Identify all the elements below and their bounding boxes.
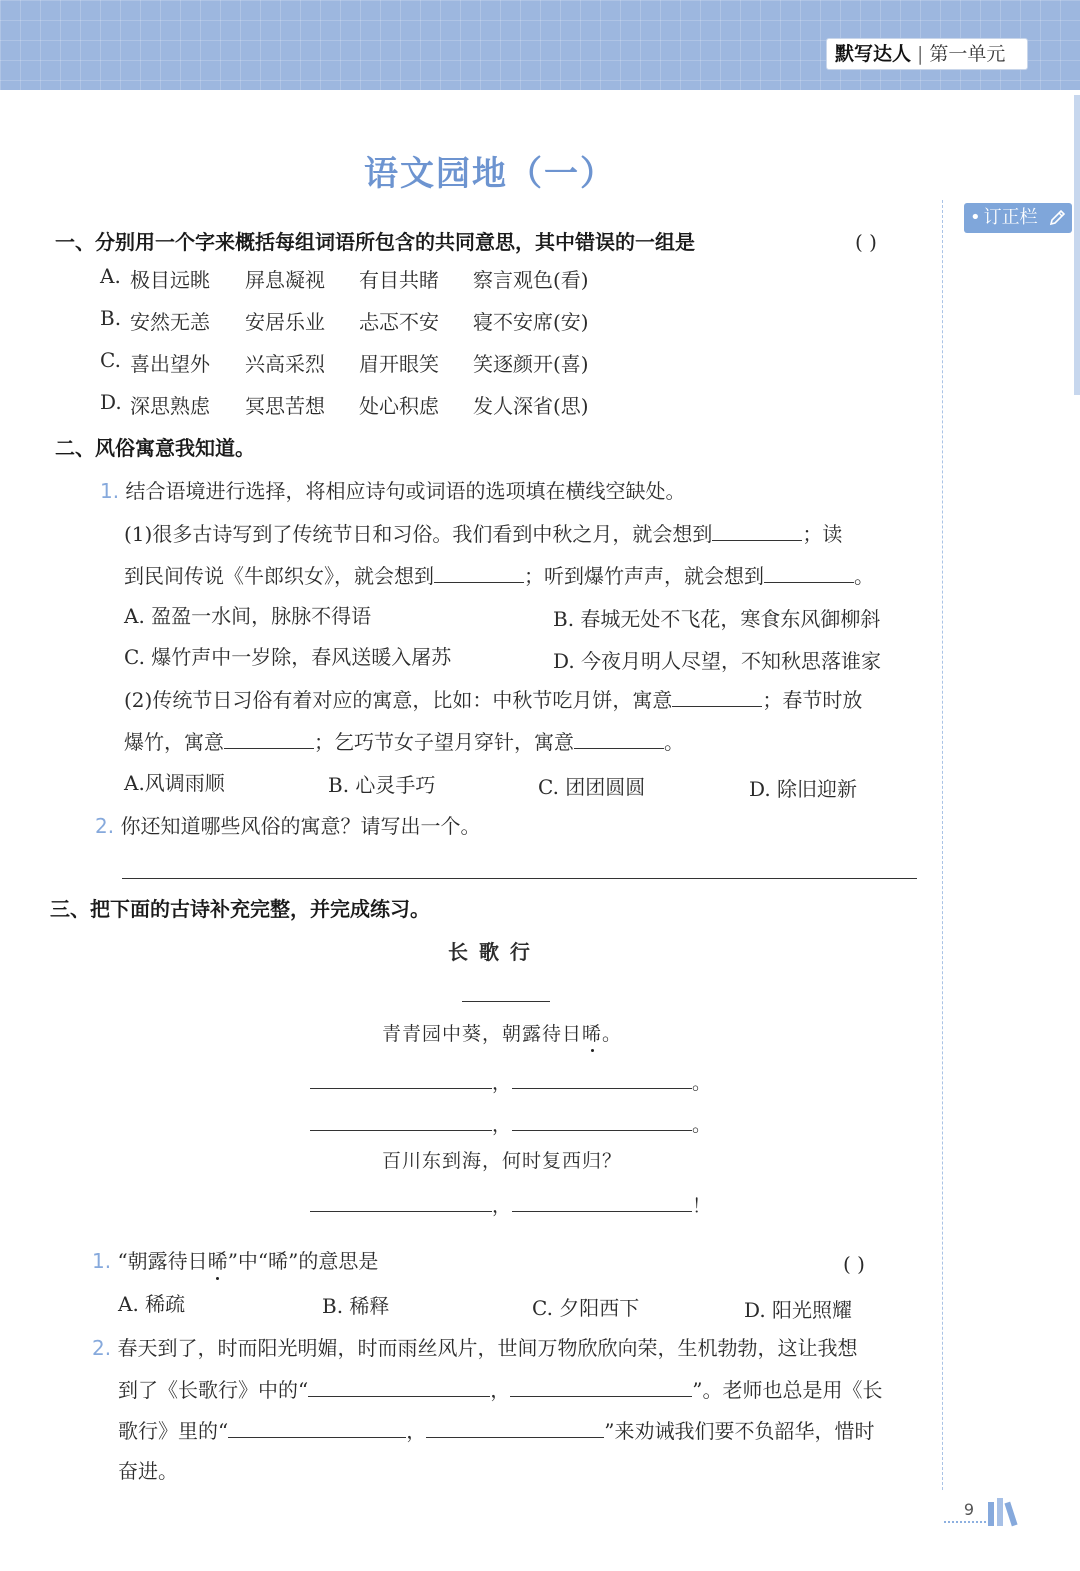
s3-q2-line2: [118, 1374, 882, 1403]
option-letter: B.: [100, 306, 122, 330]
answer-blank[interactable]: [228, 1419, 406, 1438]
word: 眉开眼笑: [359, 352, 439, 376]
answer-blank[interactable]: [510, 1378, 692, 1397]
word: 发人深省(思): [473, 394, 589, 418]
word: 冥思苦想: [245, 394, 325, 418]
s3-opt-d: D. 阳光照耀: [744, 1298, 853, 1322]
correction-tab: [964, 203, 1072, 233]
correction-column-divider: [942, 200, 943, 1490]
question-number: 2.: [95, 814, 115, 838]
text: ，: [492, 1114, 513, 1136]
word: 安然无恙: [130, 310, 210, 334]
text: ”。老师也总是用《长: [692, 1378, 883, 1402]
text: ”来劝诫我们要不负韶华，惜时: [604, 1419, 875, 1443]
poem-blank[interactable]: [512, 1112, 692, 1131]
word: 笑逐颜开(喜): [473, 352, 589, 376]
question-text: 结合语境进行选择，将相应诗句或词语的选项填在横线空缺处。: [125, 479, 686, 503]
answer-blank[interactable]: [224, 730, 314, 749]
option-row-b: [100, 306, 589, 334]
s2-q2: [95, 810, 480, 839]
text: 。: [692, 1114, 713, 1136]
word: 极目远眺: [130, 268, 210, 292]
s3-opt-b: B. 稀释: [322, 1294, 390, 1318]
text: 春天到了，时而阳光明媚，时而雨丝风片，世间万物欣欣向荣，生机勃勃，这让我想: [117, 1336, 858, 1360]
s3-q2-line4: 奋进。: [118, 1459, 178, 1483]
s3-q2-line3: [118, 1415, 874, 1444]
text: 到了《长歌行》中的“: [118, 1378, 309, 1402]
text: “朝露待日: [117, 1249, 208, 1273]
text: ，: [490, 1378, 511, 1402]
word: 兴高采烈: [245, 352, 325, 376]
s2-p2-line2: [124, 726, 684, 755]
word: 寝不安席(安): [473, 310, 589, 334]
s2-p1-line1: [124, 518, 842, 547]
series-tab: [826, 38, 1028, 70]
poem-line-3: [310, 1110, 712, 1137]
s3-opt-c: C. 夕阳西下: [532, 1296, 640, 1320]
text: 。: [602, 1023, 623, 1045]
s3-q1-answer-paren: ( ): [843, 1252, 865, 1276]
page-title: 语文园地（一）: [364, 154, 616, 194]
emphasis-char: 晞: [208, 1245, 228, 1274]
s2-opt-b: B. 春城无处不飞花，寒食东风御柳斜: [553, 607, 881, 631]
correction-label: 订正栏: [983, 207, 1038, 228]
text: ，: [492, 1195, 513, 1217]
text: 青青园中葵，朝露待日: [382, 1023, 583, 1045]
poem-line-2: [310, 1068, 712, 1095]
word: 安居乐业: [245, 310, 325, 334]
text: ；春节时放: [762, 688, 863, 712]
word: 忐忑不安: [359, 310, 439, 334]
poem-blank[interactable]: [310, 1112, 492, 1131]
word: 有目共睹: [359, 268, 439, 292]
text: ！: [692, 1195, 713, 1217]
answer-blank[interactable]: [434, 564, 524, 583]
option-letter: D.: [100, 390, 122, 414]
s2-meaning-c: C. 团团圆圆: [538, 775, 646, 799]
answer-line[interactable]: [122, 878, 917, 879]
sidebar-edge: [1074, 95, 1080, 395]
answer-blank[interactable]: [426, 1419, 604, 1438]
text: (1)很多古诗写到了传统节日和习俗。我们看到中秋之月，就会想到: [124, 522, 713, 546]
s2-meaning-b: B. 心灵手巧: [328, 773, 436, 797]
poem-line-4: 百川东到海，何时复西归？: [382, 1150, 623, 1172]
page-number: 9: [944, 1500, 994, 1523]
text: ，: [406, 1419, 427, 1443]
answer-blank[interactable]: [308, 1378, 490, 1397]
poem-title: 长 歌 行: [448, 940, 532, 964]
question-number: 1.: [100, 479, 120, 503]
s2-p1-line2: [124, 560, 874, 589]
text: ；听到爆竹声声，就会想到: [524, 564, 764, 588]
s2-opt-a: A. 盈盈一水间，脉脉不得语: [124, 604, 372, 628]
section1-answer-paren: ( ): [855, 230, 877, 254]
text: ；读: [802, 522, 843, 546]
answer-blank[interactable]: [672, 688, 762, 707]
option-row-d: [100, 390, 589, 418]
section2-heading: 二、风俗寓意我知道。: [55, 436, 255, 460]
answer-blank[interactable]: [574, 730, 664, 749]
word: 处心积虑: [359, 394, 439, 418]
word: 屏息凝视: [245, 268, 325, 292]
option-letter: C.: [100, 348, 121, 372]
s3-q2-line1: [92, 1332, 857, 1361]
text: ”中“晞”的意思是: [227, 1249, 379, 1273]
s2-meaning-a: A.风调雨顺: [124, 771, 225, 795]
text: (2)传统节日习俗有着对应的寓意，比如：中秋节吃月饼，寓意: [124, 688, 673, 712]
text: 歌行》里的“: [118, 1419, 229, 1443]
option-row-c: [100, 348, 589, 376]
s2-p2-line1: [124, 684, 862, 713]
s3-q1: [92, 1245, 378, 1274]
question-number: 2.: [92, 1336, 112, 1360]
s2-meaning-d: D. 除旧迎新: [749, 777, 858, 801]
s2-opt-c: C. 爆竹声中一岁除，春风送暖入屠苏: [124, 645, 452, 669]
section3-heading: 三、把下面的古诗补充完整，并完成练习。: [50, 897, 430, 921]
question-text: 你还知道哪些风俗的寓意？请写出一个。: [120, 814, 481, 838]
separator: |: [917, 43, 924, 65]
text: 。: [664, 730, 684, 754]
text: ；乞巧节女子望月穿针，寓意: [314, 730, 574, 754]
text: 。: [692, 1072, 713, 1094]
poem-blank[interactable]: [512, 1070, 692, 1089]
s2-opt-d: D. 今夜月明人尽望，不知秋思落谁家: [553, 649, 882, 673]
poem-blank[interactable]: [512, 1193, 692, 1212]
option-row-a: [100, 264, 589, 292]
text: 爆竹，寓意: [124, 730, 224, 754]
word: 喜出望外: [130, 352, 210, 376]
s3-opt-a: A. 稀疏: [118, 1292, 186, 1316]
emphasis-char: 晞: [582, 1019, 602, 1046]
pencil-icon: [1048, 209, 1066, 227]
option-letter: A.: [100, 264, 121, 288]
s2-q1: [100, 475, 685, 504]
text: 。: [854, 564, 874, 588]
poem-line-1: [382, 1019, 622, 1046]
unit-label: 第一单元: [929, 43, 1006, 65]
question-number: 1.: [92, 1249, 112, 1273]
answer-blank[interactable]: [764, 564, 854, 583]
series-name: 默写达人: [835, 43, 912, 65]
books-icon: [986, 1496, 1024, 1528]
poem-line-5: [310, 1191, 712, 1218]
word: 察言观色(看): [473, 268, 589, 292]
text: ，: [492, 1072, 513, 1094]
answer-blank[interactable]: [712, 522, 802, 541]
bullet-icon: •: [970, 207, 981, 228]
section1-heading: 一、分别用一个字来概括每组词语所包含的共同意思，其中错误的一组是: [55, 230, 695, 254]
word: 深思熟虑: [130, 394, 210, 418]
text: 到民间传说《牛郎织女》，就会想到: [124, 564, 434, 588]
poem-blank[interactable]: [310, 1070, 492, 1089]
author-blank[interactable]: [462, 1001, 550, 1002]
poem-blank[interactable]: [310, 1193, 492, 1212]
